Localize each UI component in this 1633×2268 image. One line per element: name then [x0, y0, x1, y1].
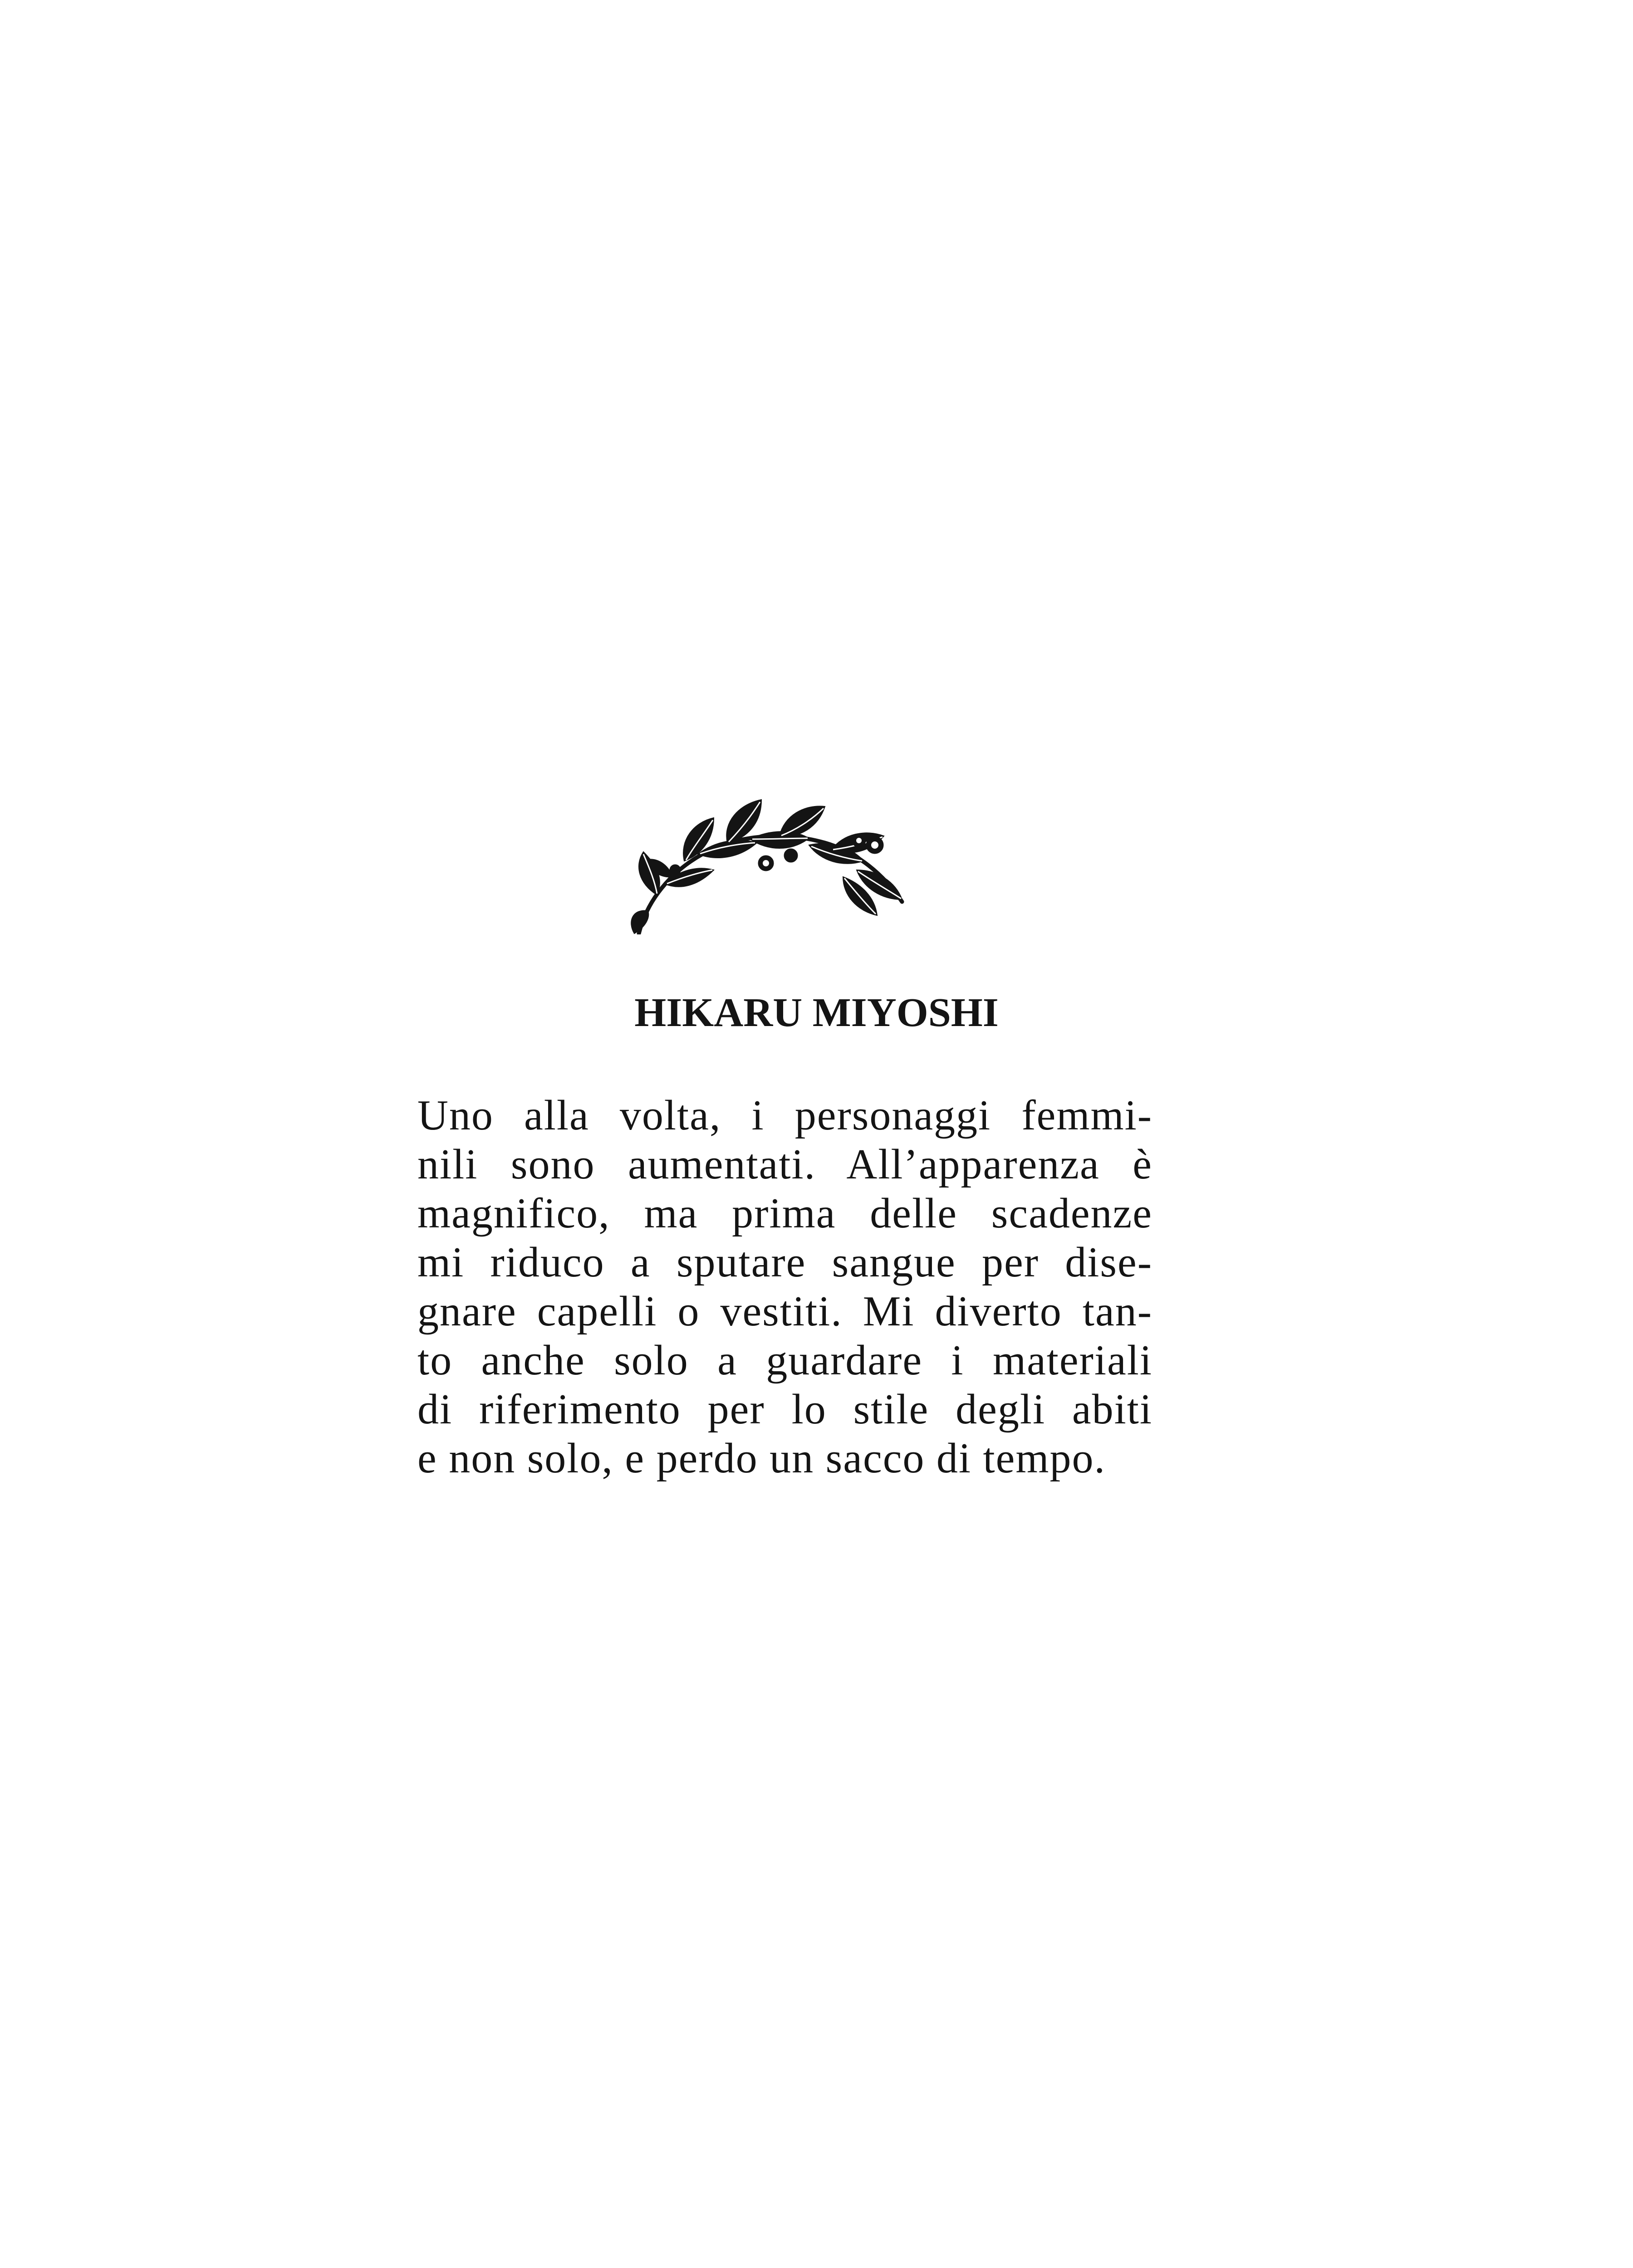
bio-line: to anche solo a guardare i materiali: [417, 1337, 1152, 1384]
bio-line: gnare capelli o vestiti. Mi diverto tan-: [417, 1288, 1152, 1335]
bio-line: e non solo, e perdo un sacco di tempo.: [417, 1435, 1106, 1482]
laurel-branch-icon: [630, 797, 907, 934]
bio-line: magnifico, ma prima delle scadenze: [417, 1190, 1152, 1237]
bio-line: Uno alla volta, i personaggi femmi-: [417, 1092, 1152, 1139]
author-bio: [417, 1091, 1152, 1483]
bio-line: nili sono aumentati. All’apparenza è: [417, 1141, 1152, 1188]
author-name: HIKARU MIYOSHI: [634, 990, 999, 1035]
bio-line: mi riduco a sputare sangue per dise-: [417, 1239, 1152, 1286]
bio-line: di riferimento per lo stile degli abiti: [417, 1386, 1152, 1433]
